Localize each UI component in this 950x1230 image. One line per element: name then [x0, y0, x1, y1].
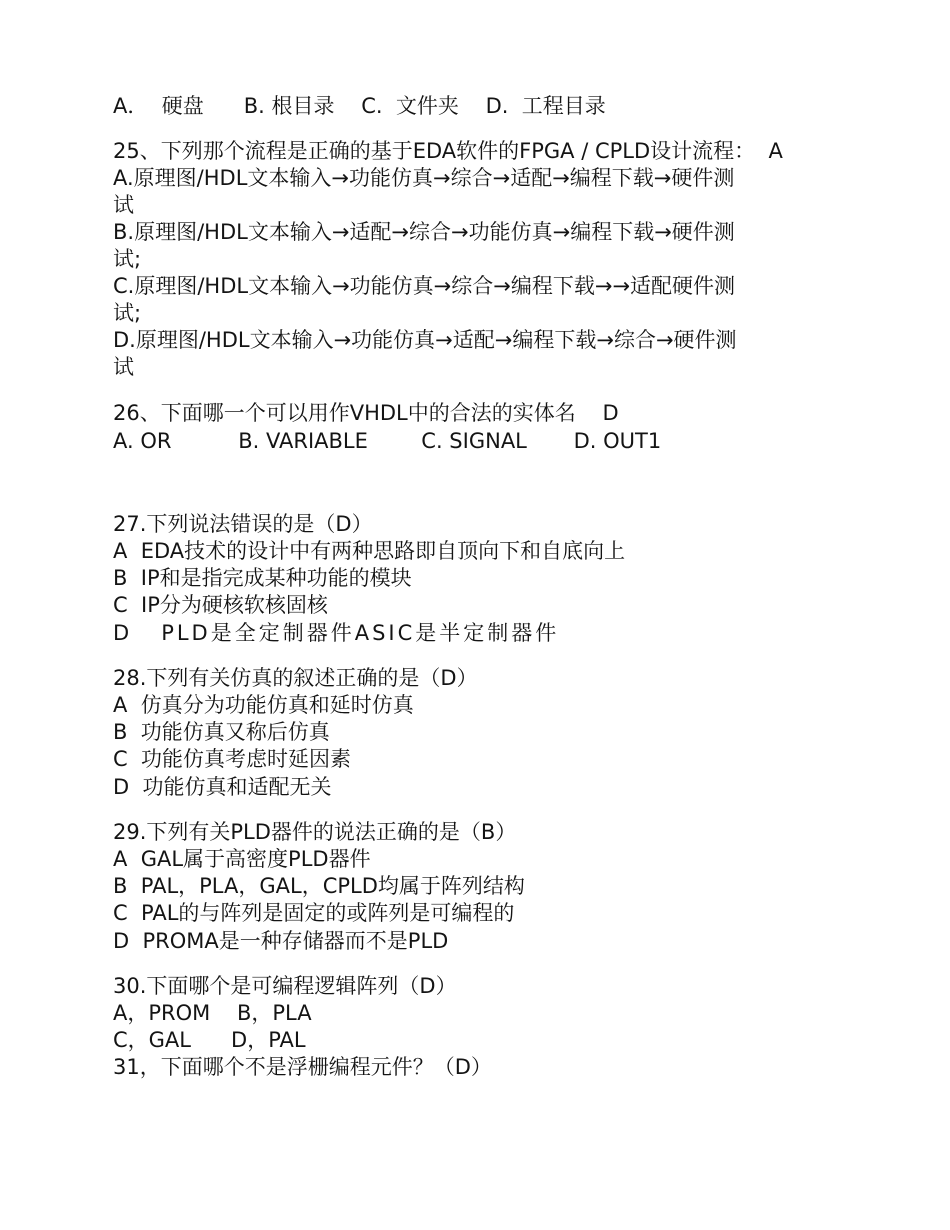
q30-question: 30.下面哪个是可编程逻辑阵列（D）	[113, 974, 457, 998]
q30-options-cd: C，GAL D，PAL	[113, 1028, 306, 1052]
q25-option-b-cont: 试;	[113, 247, 142, 271]
q25-option-a: A.原理图/HDL文本输入→功能仿真→综合→适配→编程下载→硬件测	[113, 166, 735, 190]
q27-question: 27.下列说法错误的是（D）	[113, 512, 373, 536]
q29-option-d: D PROMA是一种存储器而不是PLD	[113, 929, 449, 953]
q24-options: A． 硬盘 B. 根目录 C. 文件夹 D. 工程目录	[113, 94, 606, 118]
q29-option-a: A GAL属于高密度PLD器件	[113, 847, 371, 871]
q25-question: 25、下列那个流程是正确的基于EDA软件的FPGA / CPLD设计流程： A	[113, 139, 783, 163]
q28-option-b: B 功能仿真又称后仿真	[113, 720, 330, 744]
q28-option-d: D 功能仿真和适配无关	[113, 775, 332, 799]
q27-option-b: B IP和是指完成某种功能的模块	[113, 566, 412, 590]
q28-option-a: A 仿真分为功能仿真和延时仿真	[113, 693, 414, 717]
q25-option-d-cont: 试	[113, 355, 134, 379]
q31-question: 31，下面哪个不是浮栅编程元件？（D）	[113, 1055, 492, 1079]
q27-option-d: D PLD是全定制器件ASIC是半定制器件	[113, 621, 560, 645]
q25-option-b: B.原理图/HDL文本输入→适配→综合→功能仿真→编程下载→硬件测	[113, 220, 735, 244]
q29-question: 29.下列有关PLD器件的说法正确的是（B）	[113, 820, 517, 844]
q25-option-c: C.原理图/HDL文本输入→功能仿真→综合→编程下载→→适配硬件测	[113, 274, 736, 298]
q25-option-d: D.原理图/HDL文本输入→功能仿真→适配→编程下载→综合→硬件测	[113, 328, 737, 352]
q25-option-a-cont: 试	[113, 193, 134, 217]
q27-option-c: C IP分为硬核软核固核	[113, 593, 328, 617]
q29-option-c: C PAL的与阵列是固定的或阵列是可编程的	[113, 901, 515, 925]
q28-question: 28.下列有关仿真的叙述正确的是（D）	[113, 666, 478, 690]
q25-option-c-cont: 试;	[113, 301, 142, 325]
q27-option-a: A EDA技术的设计中有两种思路即自顶向下和自底向上	[113, 539, 626, 563]
q29-option-b: B PAL，PLA，GAL，CPLD均属于阵列结构	[113, 874, 525, 898]
q26-question: 26、下面哪一个可以用作VHDL中的合法的实体名 D	[113, 401, 619, 425]
q30-options-ab: A，PROM B，PLA	[113, 1001, 312, 1025]
q26-options: A. OR B. VARIABLE C. SIGNAL D. OUT1	[113, 429, 662, 453]
q28-option-c: C 功能仿真考虑时延因素	[113, 747, 352, 771]
